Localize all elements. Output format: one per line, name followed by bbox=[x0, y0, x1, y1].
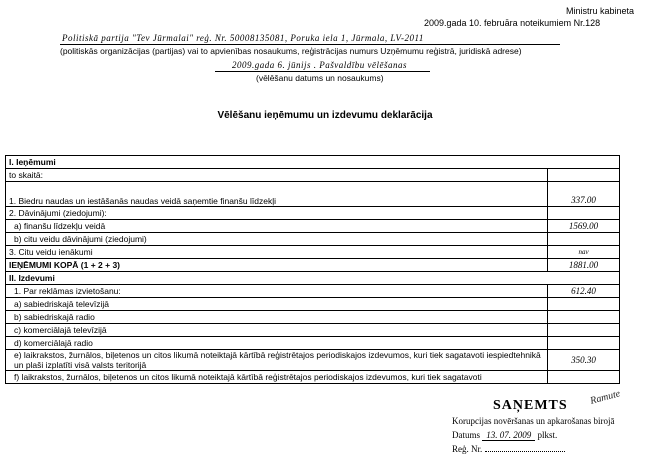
table-row bbox=[6, 350, 620, 371]
stamp-signature: Ramute bbox=[589, 388, 622, 407]
table-row bbox=[6, 259, 620, 272]
org-caption: (politiskās organizācijas (partijas) vai to apvienības nosaukums, reģistrācijas numurs Uzņēmumu reģistrā, juridiskā adrese) bbox=[60, 46, 522, 56]
row-value bbox=[548, 311, 620, 324]
row-value: 1881.00 bbox=[548, 259, 620, 272]
section-expenses-header: II. Izdevumi bbox=[6, 272, 620, 285]
row-value bbox=[548, 298, 620, 311]
stamp-reg-blank bbox=[485, 451, 565, 452]
row-label: c) komerciālajā televīzijā bbox=[6, 324, 548, 337]
org-underline bbox=[60, 44, 560, 45]
table-row bbox=[6, 246, 620, 259]
table-row bbox=[6, 371, 620, 384]
row-value bbox=[548, 324, 620, 337]
ministry-label: Ministru kabineta bbox=[566, 6, 635, 16]
row-label: a) sabiedriskajā televīzijā bbox=[6, 298, 548, 311]
row-label: 2. Dāvinājumi (ziedojumi): bbox=[6, 207, 548, 220]
declaration-table bbox=[5, 155, 620, 384]
stamp-date-row bbox=[452, 430, 557, 440]
row-label: 1. Biedru naudas un iestāšanās naudas veidā saņemtie finanšu līdzekļi bbox=[6, 182, 548, 207]
row-label: a) finanšu līdzekļu veidā bbox=[6, 220, 548, 233]
table-row bbox=[6, 220, 620, 233]
stamp-reg-label: Reģ. Nr. bbox=[452, 444, 483, 454]
table-row bbox=[6, 207, 620, 220]
table-row bbox=[6, 169, 620, 182]
election-handwritten: 2009.gada 6. jūnijs . Pašvaldību vēlēšanas bbox=[232, 60, 407, 70]
row-label: d) komerciālajā radio bbox=[6, 337, 548, 350]
table-row bbox=[6, 298, 620, 311]
table-row bbox=[6, 156, 620, 169]
row-value: 1569.00 bbox=[548, 220, 620, 233]
row-value: nav bbox=[548, 246, 620, 259]
page-title: Vēlēšanu ieņēmumu un izdevumu deklarācija bbox=[217, 110, 433, 121]
table-row bbox=[6, 337, 620, 350]
table-row bbox=[6, 311, 620, 324]
row-label: b) sabiedriskajā radio bbox=[6, 311, 548, 324]
row-value: 612.40 bbox=[548, 285, 620, 298]
stamp-date-value: 13. 07. 2009 bbox=[482, 430, 535, 441]
section-income-header: I. Ieņēmumi bbox=[6, 156, 620, 169]
stamp-time-label: plkst. bbox=[537, 430, 558, 440]
election-caption: (vēlēšanu datums un nosaukums) bbox=[256, 73, 384, 83]
row-label: IEŅĒMUMI KOPĀ (1 + 2 + 3) bbox=[6, 259, 548, 272]
stamp-office: Korupcijas novēršanas un apkarošanas birojā bbox=[452, 416, 615, 426]
org-handwritten: Politiskā partija "Tev Jūrmalai" reģ. Nr. 50008135081, Poruka iela 1, Jūrmala, LV-2011 bbox=[62, 33, 424, 43]
table-row bbox=[6, 182, 620, 207]
table-row bbox=[6, 285, 620, 298]
row-value bbox=[548, 169, 620, 182]
row-value bbox=[548, 207, 620, 220]
row-label: e) laikrakstos, žurnālos, biļetenos un citos likumā noteiktajā kārtībā reģistrētajos periodiskajos izdevumos, kuri tiek sagatavoti iespiedtehnikā un plaši izplatīti visā valsts teritorijā bbox=[6, 350, 548, 371]
row-label: b) citu veidu dāvinājumi (ziedojumi) bbox=[6, 233, 548, 246]
row-value: 350.30 bbox=[548, 350, 620, 371]
row-value bbox=[548, 371, 620, 384]
row-value bbox=[548, 233, 620, 246]
row-label: 3. Citu veidu ienākumi bbox=[6, 246, 548, 259]
stamp-reg-row bbox=[452, 444, 565, 454]
row-label: 1. Par reklāmas izvietošanu: bbox=[6, 285, 548, 298]
regulation-label: 2009.gada 10. februāra noteikumiem Nr.128 bbox=[424, 18, 601, 28]
row-value: 337.00 bbox=[548, 182, 620, 207]
table-row bbox=[6, 324, 620, 337]
table-row bbox=[6, 233, 620, 246]
election-underline bbox=[215, 71, 430, 72]
table-row bbox=[6, 272, 620, 285]
row-label: to skaitā: bbox=[6, 169, 548, 182]
row-label: f) laikrakstos, žurnālos, biļetenos un citos likumā noteiktajā kārtībā reģistrētajos periodiskajos izdevumos, kuri tiek sagatavoti bbox=[6, 371, 548, 384]
stamp-date-label: Datums bbox=[452, 430, 480, 440]
stamp-title: SAŅEMTS bbox=[493, 398, 568, 413]
row-value bbox=[548, 337, 620, 350]
